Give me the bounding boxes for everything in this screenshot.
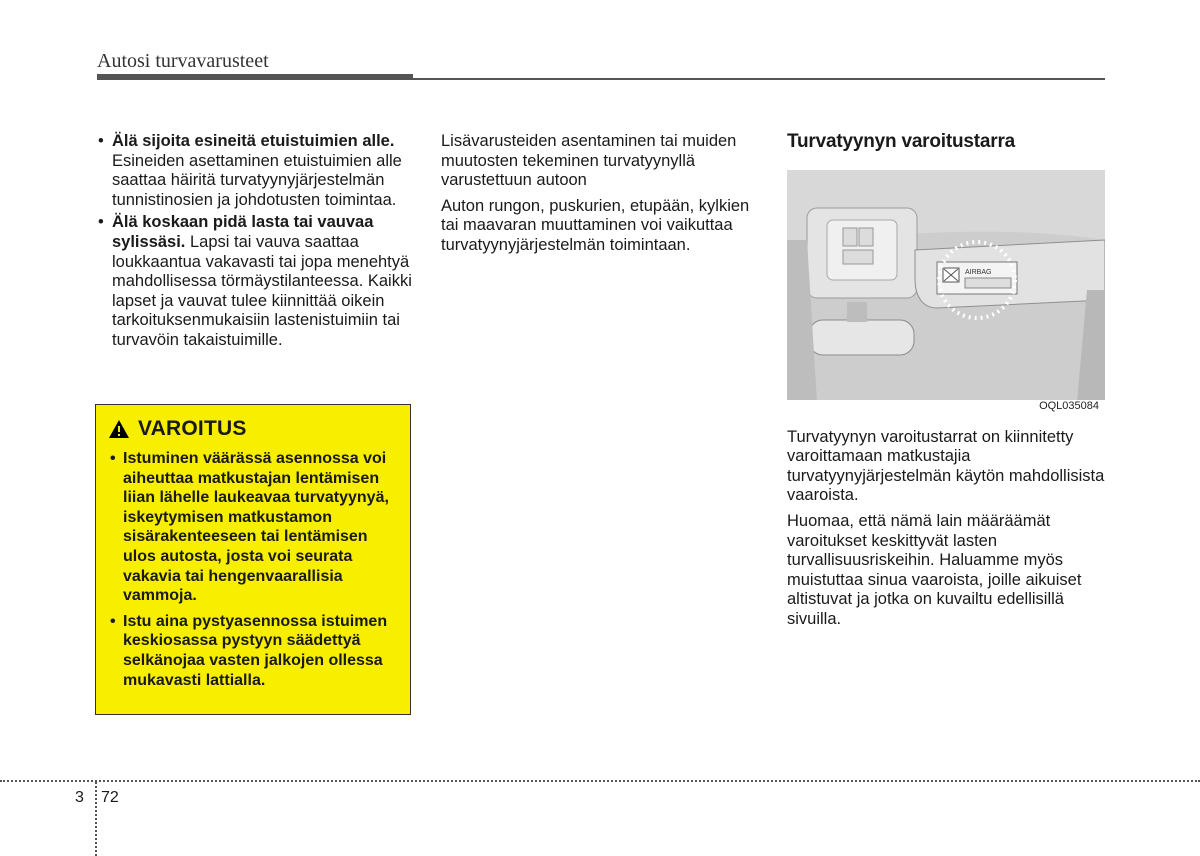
chapter-number: 3 bbox=[75, 789, 84, 806]
airbag-label-figure bbox=[787, 170, 1105, 418]
warning-list bbox=[108, 449, 398, 690]
warning-title: VAROITUS bbox=[138, 417, 247, 440]
list-item bbox=[97, 132, 415, 210]
paragraph: Auton rungon, puskurien, etupään, kylkien tai maavaran muuttaminen voi vaikuttaa turvatyynyjärjestelmän toimintaan. bbox=[441, 196, 750, 254]
warning-box bbox=[95, 404, 411, 715]
car-interior-illustration bbox=[787, 170, 1105, 402]
header-rule bbox=[97, 78, 1105, 80]
bullet-bold-lead: Älä sijoita esineitä etuistuimien alle. bbox=[112, 132, 395, 150]
list-item bbox=[97, 213, 415, 350]
footer-divider bbox=[95, 782, 97, 856]
warning-header bbox=[108, 417, 398, 441]
figure-code: OQL035084 bbox=[1039, 400, 1099, 412]
warning-item: • Istuminen väärässä asennossa voi aiheuttaa matkustajan lentämisen liian lähelle laukeavaa turvatyynyä, iskeytymisen matkustamon sisärakenteeseen tai lentämisen ulos autosta, josta voi seurata vakavia tai hengenvaarallisia vammoja. bbox=[108, 449, 398, 606]
bullet-list bbox=[97, 132, 415, 351]
section-heading: Turvatyynyn varoitustarra bbox=[787, 131, 1016, 152]
bullet-text: Esineiden asettaminen etuistuimien alle saattaa häiritä turvatyynyjärjestelmän tunnistinosien ja johdotusten toimintaa. bbox=[112, 151, 402, 209]
running-header: Autosi turvavarusteet bbox=[97, 50, 269, 72]
page-number: 72 bbox=[101, 789, 119, 806]
paragraph: Lisävarusteiden asentaminen tai muiden muutosten tekeminen turvatyynyllä varustettuun autoon bbox=[441, 132, 737, 190]
column-left bbox=[97, 132, 415, 354]
bullet-text: Lapsi tai vauva saattaa loukkaantua vakavasti tai jopa menehtyä mahdollisessa törmäystilanteessa. Kaikki lapset ja vauvat tulee kiinnittää oikein tarkoituksenmukaisiin lastenistuimiin tai turvavöin takaistuimille. bbox=[112, 232, 412, 349]
footer-rule bbox=[0, 780, 1200, 782]
airbag-sticker-text: AIRBAG bbox=[965, 268, 992, 276]
warning-triangle-icon bbox=[108, 419, 130, 439]
column-middle bbox=[441, 132, 761, 262]
paragraph: Huomaa, että nämä lain määräämät varoitukset keskittyvät lasten turvallisuusriskeihin. Haluamme myös muistuttaa sinua vaaroista, joille aikuiset altistuvat ja jotka on kuvailtu edellisillä sivuilla. bbox=[787, 511, 1082, 628]
column-right bbox=[787, 132, 1107, 636]
paragraph: Turvatyynyn varoitustarrat on kiinnitetty varoittamaan matkustajia turvatyynyjärjestelmän käytön mahdollisista vaaroista. bbox=[787, 427, 1105, 505]
bullet-bold-lead: Älä koskaan pidä lasta tai vauvaa sylissäsi. bbox=[112, 213, 374, 251]
warning-item: • Istu aina pystyasennossa istuimen keskiosassa pystyyn säädettyä selkänojaa vasten jalkojen ollessa mukavasti lattialla. bbox=[108, 612, 398, 690]
